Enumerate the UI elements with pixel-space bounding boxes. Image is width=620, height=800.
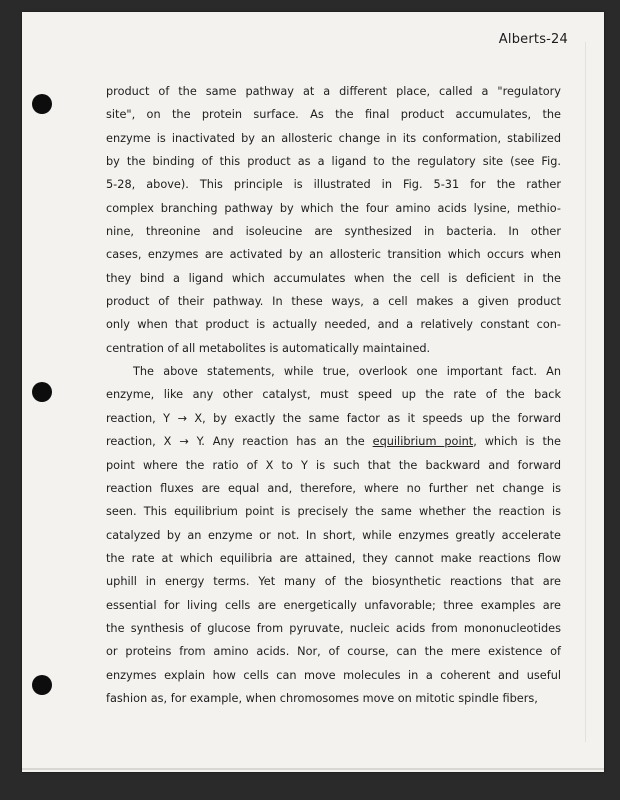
binder-hole-middle: [32, 382, 52, 402]
text-fragment: , which is the: [473, 435, 561, 449]
text-line: the rate at which equilibria are attained, they cannot make reactions flow: [106, 551, 561, 565]
text-line: the synthesis of glucose from pyruvate, nucleic acids from mononucleotides: [106, 621, 561, 635]
text-line: product of their pathway. In these ways, a cell makes a given product: [106, 295, 561, 309]
binder-hole-bottom: [32, 675, 52, 695]
paragraph-2: [106, 360, 561, 710]
text-line: enzymes explain how cells can move molecules in a coherent and useful: [106, 668, 561, 682]
text-line: only when that product is actually needed, and a relatively constant con-: [106, 318, 561, 332]
text-line: centration of all metabolites is automatically maintained.: [106, 341, 431, 355]
text-line: site", on the protein surface. As the final product accumulates, the: [106, 108, 561, 122]
text-line: or proteins from amino acids. Nor, of course, can the mere existence of: [106, 645, 561, 659]
text-line: by the binding of this product as a ligand to the regulatory site (see Fig.: [106, 155, 561, 169]
text-line: seen. This equilibrium point is precisely the same whether the reaction is: [106, 505, 561, 519]
text-line: uphill in energy terms. Yet many of the biosynthetic reactions that are: [106, 575, 561, 589]
page-bottom-edge: [22, 768, 604, 770]
text-line: 5-28, above). This principle is illustrated in Fig. 5-31 for the rather: [106, 178, 561, 192]
text-fragment: reaction, X → Y. Any reaction has an the: [106, 435, 373, 449]
text-line: they bind a ligand which accumulates when the cell is deficient in the: [106, 271, 561, 285]
text-line: The above statements, while true, overlook one important fact. An: [133, 365, 561, 379]
text-line: enzyme, like any other catalyst, must speed up the rate of the back: [106, 388, 561, 402]
text-line: reaction fluxes are equal and, therefore, where no further net change is: [106, 481, 561, 495]
text-line: product of the same pathway at a different place, called a "regulatory: [106, 85, 561, 98]
text-line-with-term: [106, 430, 561, 453]
body-text: [106, 80, 561, 710]
text-line: nine, threonine and isoleucine are synthesized in bacteria. In other: [106, 225, 561, 239]
text-line: point where the ratio of X to Y is such that the backward and forward: [106, 458, 561, 472]
text-line: cases, enzymes are activated by an allosteric transition which occurs when: [106, 248, 561, 262]
document-page: [22, 12, 604, 772]
text-line: fashion as, for example, when chromosomes move on mitotic spindle fibers,: [106, 691, 538, 705]
text-line: catalyzed by an enzyme or not. In short, while enzymes greatly accelerate: [106, 528, 561, 542]
text-line: essential for living cells are energetically unfavorable; three examples are: [106, 598, 561, 612]
paragraph-1: [106, 80, 561, 360]
page-label: Alberts-24: [498, 32, 568, 47]
text-line: enzyme is inactivated by an allosteric change in its conformation, stabilized: [106, 131, 561, 145]
text-line: reaction, Y → X, by exactly the same factor as it speeds up the forward: [106, 411, 561, 425]
page-fold-line: [585, 42, 586, 742]
text-line: complex branching pathway by which the four amino acids lysine, methio-: [106, 201, 561, 215]
underlined-term: equilibrium point: [372, 435, 474, 449]
binder-hole-top: [32, 94, 52, 114]
